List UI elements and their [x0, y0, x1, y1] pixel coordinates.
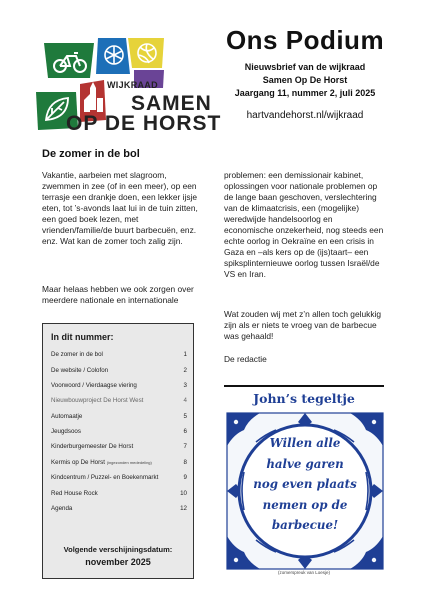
website-link[interactable]: hartvandehorst.nl/wijkraad	[246, 110, 364, 121]
toc-item	[51, 397, 187, 404]
toc-label: Voorwoord / Vierdaagse viering	[51, 382, 137, 389]
toc-item	[51, 367, 187, 374]
toc-item	[51, 443, 187, 450]
article-signoff: De redactie	[224, 354, 267, 364]
toc-label: Nieuwbouwproject De Horst West	[51, 397, 144, 404]
logo-de-horst: DE HORST	[104, 112, 222, 135]
toc-page: 1	[183, 351, 187, 358]
logo-op: OP	[66, 112, 98, 135]
article-paragraph-2: Maar helaas hebben we ook zorgen over meerdere nationale en internationale	[42, 284, 194, 305]
toc-label: Red House Rock	[51, 490, 98, 497]
toc-label: Agenda	[51, 505, 73, 512]
toc-item	[51, 351, 187, 358]
tile-line: Willen alle	[269, 436, 341, 450]
logo-op-de-horst	[66, 112, 221, 136]
tile-line: halve garen	[266, 456, 344, 471]
tile-line: barbecue!	[271, 518, 339, 532]
toc-label: Jeugdsoos	[51, 428, 81, 435]
toc-note: (ingezonden mededeling)	[106, 460, 152, 465]
logo-samen: SAMEN	[131, 92, 212, 115]
next-issue-date: november 2025	[85, 557, 151, 567]
toc-page: 2	[183, 367, 187, 374]
yellow-block	[128, 38, 164, 68]
article-paragraph-4: Wat zouden wij met z’n allen toch gelukkig zijn als er niets te vroeg van de barbecue was gehaald!	[224, 309, 382, 341]
toc-item	[51, 459, 187, 466]
article-paragraph-3: problemen: een demissionair kabinet, oplossingen voor nationale problemen op de lange baan geschoven, verslechtering van de klimaatcrisis, een (mogelijke) weredwijde handelsoorlog en economische onzekerheid, nog steeds een echte oorlog in Oekraïne en een crisis in Gaza en –als kers op de (ijs)taart– een spiksplinternieuwe oorlog tussen Israël/de VS en Iran.	[224, 170, 384, 279]
toc-item	[51, 505, 187, 512]
contents-heading: In dit nummer:	[51, 332, 114, 342]
toc-page: 6	[183, 428, 187, 435]
newsletter-title: Ons Podium	[225, 25, 385, 55]
toc-item	[51, 413, 187, 420]
toc-page: 3	[183, 382, 187, 389]
toc-item	[51, 382, 187, 389]
toc-page: 4	[183, 397, 187, 404]
tile-line: nemen op de	[262, 497, 348, 512]
toc-label: De website / Colofon	[51, 367, 109, 374]
toc-label: Kermis op De Horst	[51, 459, 105, 466]
tile-credit: (zomerspreuk van Loesje)	[277, 570, 331, 575]
tile-line: nog even plaats	[253, 477, 357, 491]
newsletter-subtitle-2: Samen Op De Horst	[262, 75, 348, 85]
divider-line	[224, 385, 384, 387]
article-heading: De zomer in de bol	[42, 148, 140, 160]
article-paragraph-1: Vakantie, aarbeien met slagroom, zwemmen in zee (of in een meer), op een terrasje een drankje doen, een lekker ijsje eten, tot ’s-avonds laat lui in de tuin zitten, een goed boek lezen, met vrienden/familie/de buurt barbecuën, enz. enz. Wat kan de zomer toch zalig zijn.	[42, 170, 198, 246]
toc-item	[51, 490, 187, 497]
contents-box	[42, 323, 194, 579]
toc-page: 10	[180, 490, 187, 497]
toc-label: De zomer in de bol	[51, 351, 103, 358]
tile-title: John’s tegeltje	[253, 391, 355, 406]
edition-info: Jaargang 11, nummer 2, juli 2025	[234, 88, 376, 98]
toc-page: 7	[183, 443, 187, 450]
toc-item	[51, 474, 187, 481]
toc-item	[51, 428, 187, 435]
toc-label: Kindcentrum / Puzzel- en Boekenmarkt	[51, 474, 159, 481]
toc-page: 9	[183, 474, 187, 481]
logo-wijkraad: WIJKRAAD	[107, 80, 158, 90]
tile-saying	[246, 433, 364, 536]
toc-label: Automaatje	[51, 413, 83, 420]
toc-page: 12	[180, 505, 187, 512]
next-issue-label: Volgende verschijningsdatum:	[63, 545, 173, 554]
toc-page: 8	[183, 459, 187, 466]
newsletter-subtitle-1: Nieuwsbrief van de wijkraad	[244, 62, 366, 72]
toc-page: 5	[183, 413, 187, 420]
toc-label: Kinderburgemeester De Horst	[51, 443, 134, 450]
